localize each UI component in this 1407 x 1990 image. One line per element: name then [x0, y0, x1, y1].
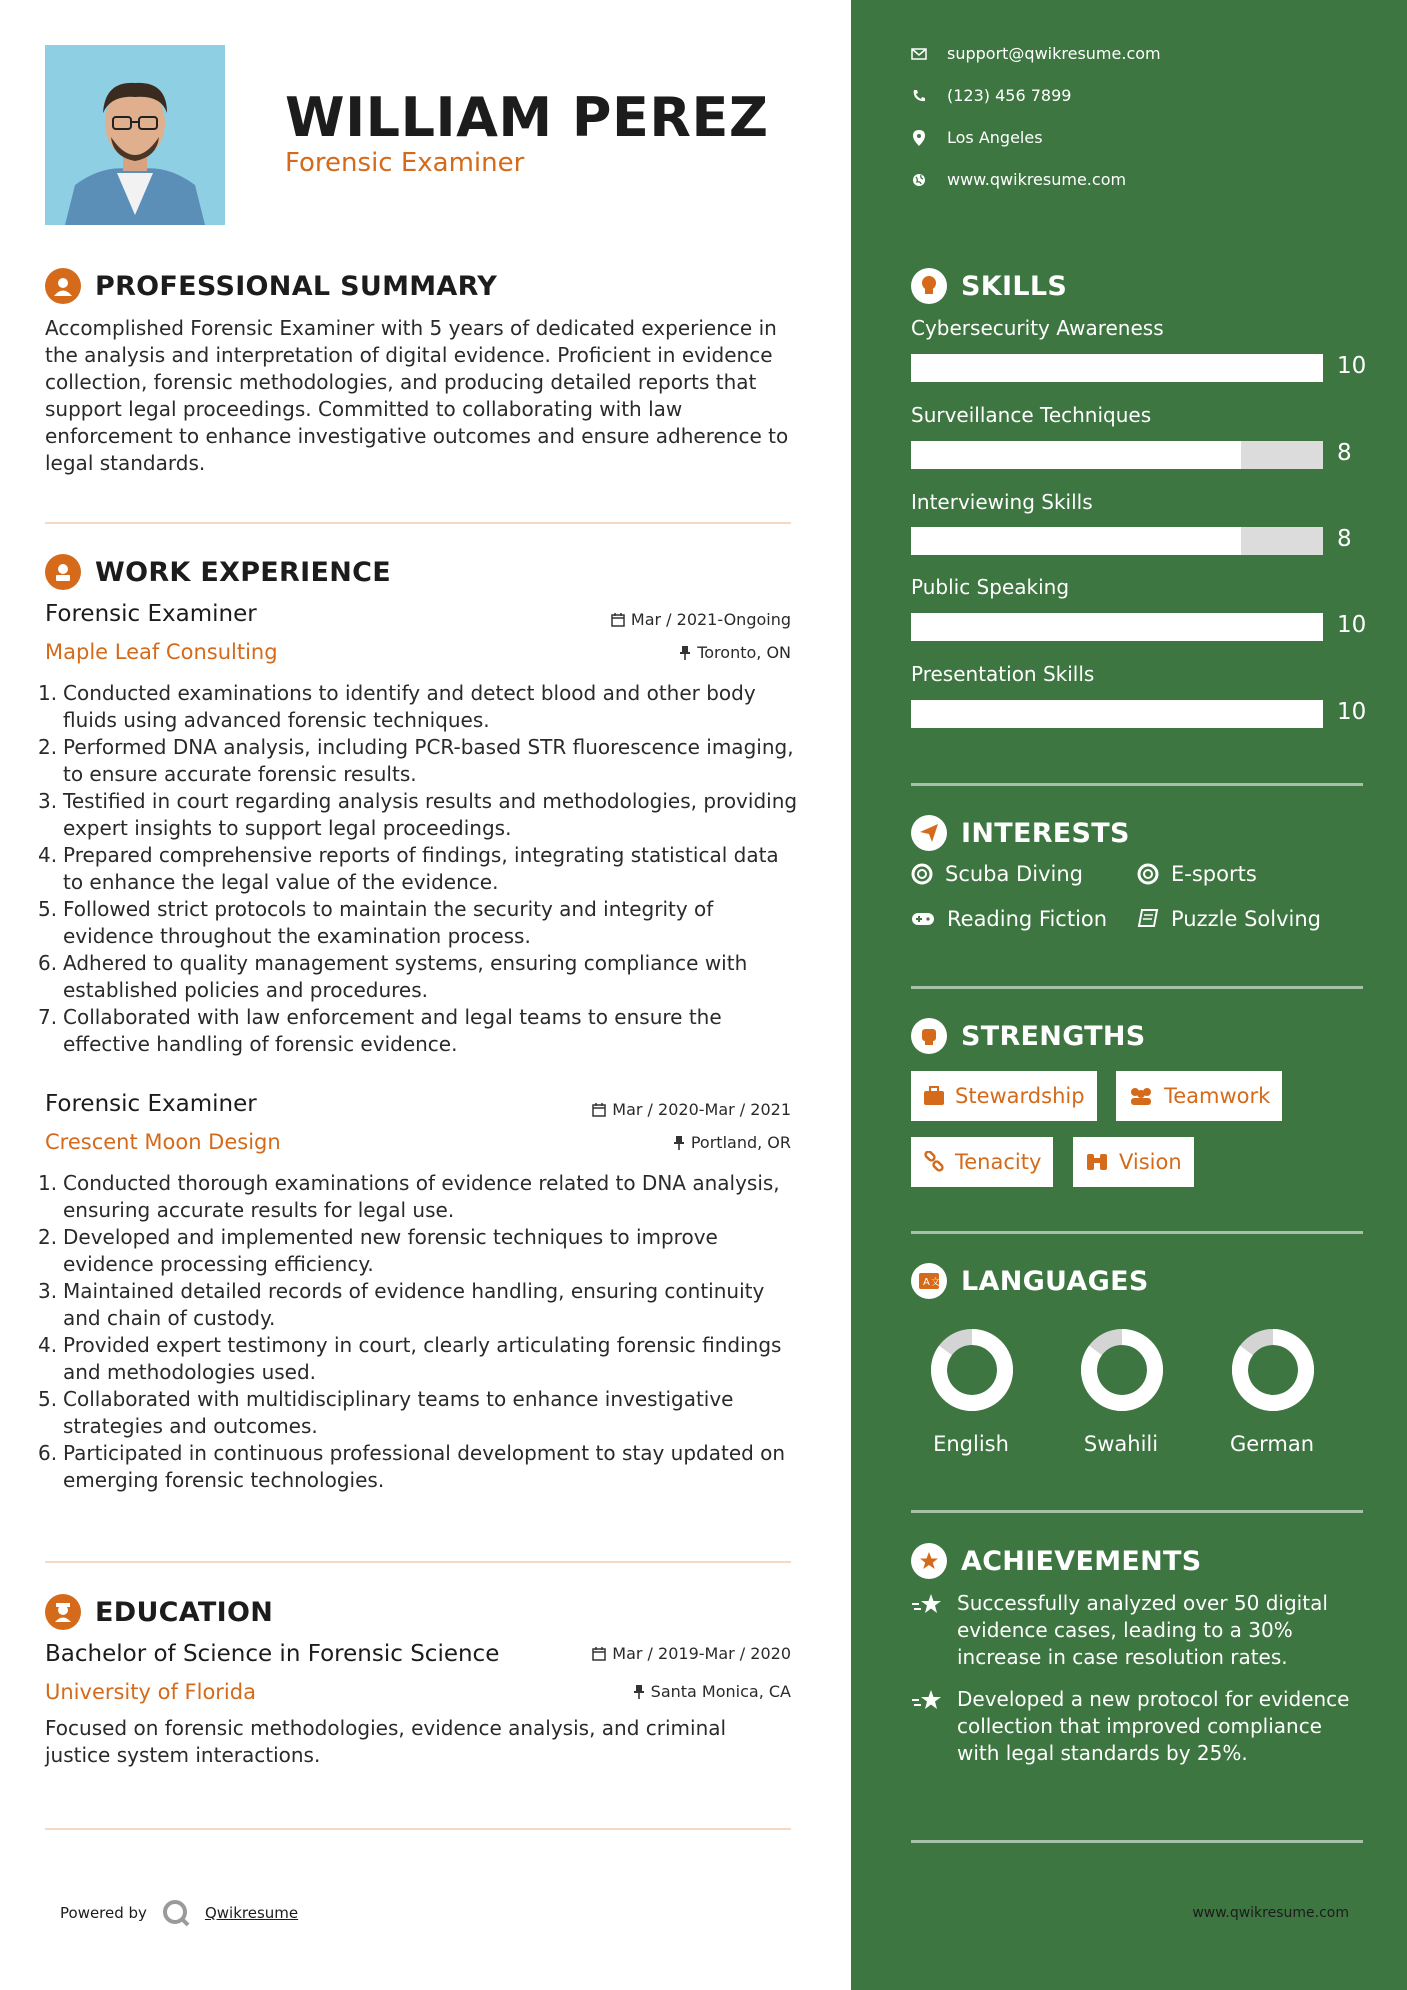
briefcase-icon [923, 1086, 945, 1106]
achievement-text: Successfully analyzed over 50 digital evidence cases, leading to a 30% increase in case resolution rates. [957, 1591, 1328, 1669]
location-text: Los Angeles [947, 128, 1043, 147]
paper-plane-icon [911, 815, 947, 851]
pin-icon [673, 1136, 685, 1150]
interest-label: E-sports [1171, 862, 1257, 886]
divider [911, 783, 1363, 786]
binoculars-icon [1085, 1152, 1109, 1172]
website-text: www.qwikresume.com [947, 170, 1127, 189]
skill-bar [911, 354, 1323, 382]
lightbulb-icon [911, 268, 947, 304]
divider [45, 1828, 791, 1830]
calendar-icon [611, 613, 625, 627]
strengths-heading [911, 1018, 1146, 1054]
strength-badge [911, 1071, 1097, 1121]
interest-item [911, 862, 1083, 886]
life-ring-icon [911, 863, 933, 885]
list-item: 1. Conducted examinations to identify and detect blood and other body fluids using advanced forensic techniques. [38, 681, 756, 732]
job-2-location-text: Portland, OR [690, 1133, 791, 1152]
skill-bar-fill [911, 613, 1323, 641]
skill-value: 10 [1337, 699, 1367, 725]
briefcase-icon [45, 554, 81, 590]
users-icon [1128, 1086, 1154, 1106]
skill-bar [911, 700, 1323, 728]
svg-text:文: 文 [931, 1278, 940, 1288]
strength-label: Tenacity [955, 1150, 1042, 1174]
job-1-location [679, 643, 791, 662]
user-icon [45, 268, 81, 304]
list-item: 2. Performed DNA analysis, including PCR-based STR fluorescence imaging, to ensure accurate forensic results. [38, 735, 794, 786]
phone-icon [911, 88, 927, 104]
svg-text:A: A [923, 1277, 930, 1288]
education-dates-text: Mar / 2019-Mar / 2020 [612, 1644, 791, 1663]
achievement-text: Developed a new protocol for evidence collection that improved compliance with legal standards by 25%. [957, 1687, 1350, 1765]
strength-label: Vision [1119, 1150, 1182, 1174]
star-badge-icon [911, 1543, 947, 1579]
profile-photo [45, 45, 225, 225]
languages-heading [911, 1263, 1149, 1299]
contact-website[interactable] [911, 170, 1126, 189]
calendar-icon [592, 1103, 606, 1117]
skill-value: 10 [1337, 612, 1367, 638]
skills-heading [911, 268, 1067, 304]
skill-name: Interviewing Skills [911, 490, 1093, 514]
job-1-dates [611, 610, 791, 629]
skill-bar-fill [911, 441, 1241, 469]
interest-label: Puzzle Solving [1171, 907, 1321, 931]
education-location-text: Santa Monica, CA [650, 1682, 791, 1701]
contact-location [911, 128, 1043, 147]
strength-badge [911, 1137, 1053, 1187]
achievement-item [911, 1590, 1351, 1671]
education-dates [592, 1644, 791, 1663]
job-2-location [673, 1133, 791, 1152]
experience-title: WORK EXPERIENCE [95, 556, 391, 588]
strength-label: Stewardship [955, 1084, 1085, 1108]
job-1-bullets [38, 680, 798, 1058]
strength-label: Teamwork [1164, 1084, 1271, 1108]
candidate-title: Forensic Examiner [285, 148, 525, 178]
strength-badge [1116, 1071, 1282, 1121]
gamepad-icon [911, 911, 935, 927]
list-item: 2. Developed and implemented new forensic techniques to improve evidence processing efficiency. [38, 1225, 718, 1276]
skill-value: 8 [1337, 526, 1352, 552]
divider [911, 1231, 1363, 1234]
skill-name: Surveillance Techniques [911, 403, 1152, 427]
strengths-title: STRENGTHS [961, 1020, 1146, 1052]
divider [911, 1840, 1363, 1843]
education-heading [45, 1594, 273, 1630]
languages-title: LANGUAGES [961, 1265, 1149, 1297]
summary-heading [45, 268, 497, 304]
pin-icon [679, 646, 691, 660]
map-marker-icon [911, 130, 927, 146]
list-item: 1. Conducted thorough examinations of evidence related to DNA analysis, ensuring accurate results for legal use. [38, 1171, 780, 1222]
language-donuts [851, 1325, 1407, 1435]
skill-value: 8 [1337, 440, 1352, 466]
qwikresume-link[interactable]: Qwikresume [204, 1904, 299, 1922]
skill-bar-fill [911, 700, 1323, 728]
divider [45, 1561, 791, 1563]
skill-name: Cybersecurity Awareness [911, 316, 1164, 340]
graduate-icon [45, 1594, 81, 1630]
footer-website-link[interactable]: www.qwikresume.com [1192, 1905, 1349, 1921]
achievements-title: ACHIEVEMENTS [961, 1545, 1202, 1577]
globe-icon [911, 172, 927, 188]
language-label: English [933, 1432, 1009, 1456]
summary-text: Accomplished Forensic Examiner with 5 years of dedicated experience in the analysis and interpretation of digital evidence. Proficient in evidence collection, forensic methodologies, and producing detailed reports that support legal proceedings. Committed to collaborating with law enforcement to enhance investigative outcomes and ensure adherence to legal standards. [45, 316, 789, 475]
language-label: Swahili [1083, 1432, 1159, 1456]
job-2-dates-text: Mar / 2020-Mar / 2021 [612, 1100, 791, 1119]
achievements-heading [911, 1543, 1202, 1579]
divider [911, 1510, 1363, 1513]
list-item: 6. Participated in continuous professional development to stay updated on emerging forensic technologies. [38, 1441, 786, 1492]
language-label: German [1229, 1432, 1315, 1456]
powered-by-label: Powered by [60, 1904, 147, 1922]
education-school: University of Florida [45, 1680, 256, 1704]
list-item: 4. Prepared comprehensive reports of findings, integrating statistical data to enhance the legal value of the evidence. [38, 843, 779, 894]
skill-value: 10 [1337, 353, 1367, 379]
phone-text: (123) 456 7899 [947, 86, 1072, 105]
skill-bar-fill [911, 354, 1323, 382]
job-1-dates-text: Mar / 2021-Ongoing [630, 610, 791, 629]
skill-bar-fill [911, 527, 1241, 555]
achievement-item [911, 1686, 1351, 1767]
shooting-star-icon [911, 1592, 943, 1620]
list-item: 3. Testified in court regarding analysis results and methodologies, providing expert insights to support legal proceedings. [38, 789, 798, 840]
divider [45, 522, 791, 524]
envelope-icon [911, 46, 927, 62]
link-icon [923, 1151, 945, 1173]
list-item: 6. Adhered to quality management systems, ensuring compliance with established policies and procedures. [38, 951, 748, 1002]
job-1-role: Forensic Examiner [45, 601, 257, 627]
job-2-company: Crescent Moon Design [45, 1130, 281, 1154]
skill-bar [911, 613, 1323, 641]
shooting-star-icon [911, 1688, 943, 1716]
education-title: EDUCATION [95, 1596, 274, 1628]
summary-title: PROFESSIONAL SUMMARY [95, 270, 498, 302]
interest-label: Reading Fiction [947, 907, 1108, 931]
list-item: 3. Maintained detailed records of evidence handling, ensuring continuity and chain of custody. [38, 1279, 765, 1330]
education-location [633, 1682, 791, 1701]
skills-title: SKILLS [961, 270, 1068, 302]
strength-badge [1073, 1137, 1194, 1187]
interest-label: Scuba Diving [945, 862, 1083, 886]
experience-heading [45, 554, 391, 590]
interest-item [1137, 907, 1321, 931]
job-2-bullets [38, 1170, 798, 1494]
skill-name: Presentation Skills [911, 662, 1095, 686]
job-1-company: Maple Leaf Consulting [45, 640, 278, 664]
calendar-icon [592, 1647, 606, 1661]
fist-icon [911, 1018, 947, 1054]
interests-title: INTERESTS [961, 817, 1130, 849]
contact-email[interactable] [911, 44, 1161, 63]
skill-name: Public Speaking [911, 575, 1070, 599]
footer-powered-by [60, 1898, 298, 1928]
candidate-name: WILLIAM PEREZ [285, 86, 769, 149]
qwikresume-logo-icon [161, 1898, 191, 1928]
list-item: 5. Followed strict protocols to maintain the security and integrity of evidence throughout the examination process. [38, 897, 714, 948]
interests-heading [911, 815, 1130, 851]
contact-phone[interactable] [911, 86, 1071, 105]
skill-bar [911, 441, 1323, 469]
pin-icon [633, 1685, 645, 1699]
book-icon [1137, 909, 1159, 929]
education-text: Focused on forensic methodologies, evidence analysis, and criminal justice system interactions. [45, 1716, 727, 1767]
divider [911, 986, 1363, 989]
email-text: support@qwikresume.com [947, 44, 1161, 63]
job-2-dates [592, 1100, 791, 1119]
job-2-role: Forensic Examiner [45, 1091, 257, 1117]
life-ring-icon [1137, 863, 1159, 885]
skill-bar [911, 527, 1323, 555]
list-item: 7. Collaborated with law enforcement and legal teams to ensure the effective handling of forensic evidence. [38, 1005, 722, 1056]
list-item: 5. Collaborated with multidisciplinary teams to enhance investigative strategies and outcomes. [38, 1387, 734, 1438]
interest-item [911, 907, 1107, 931]
interest-item [1137, 862, 1257, 886]
education-degree: Bachelor of Science in Forensic Science [45, 1641, 500, 1667]
translate-icon [911, 1263, 947, 1299]
list-item: 4. Provided expert testimony in court, clearly articulating forensic findings and methodologies used. [38, 1333, 782, 1384]
job-1-location-text: Toronto, ON [697, 643, 791, 662]
